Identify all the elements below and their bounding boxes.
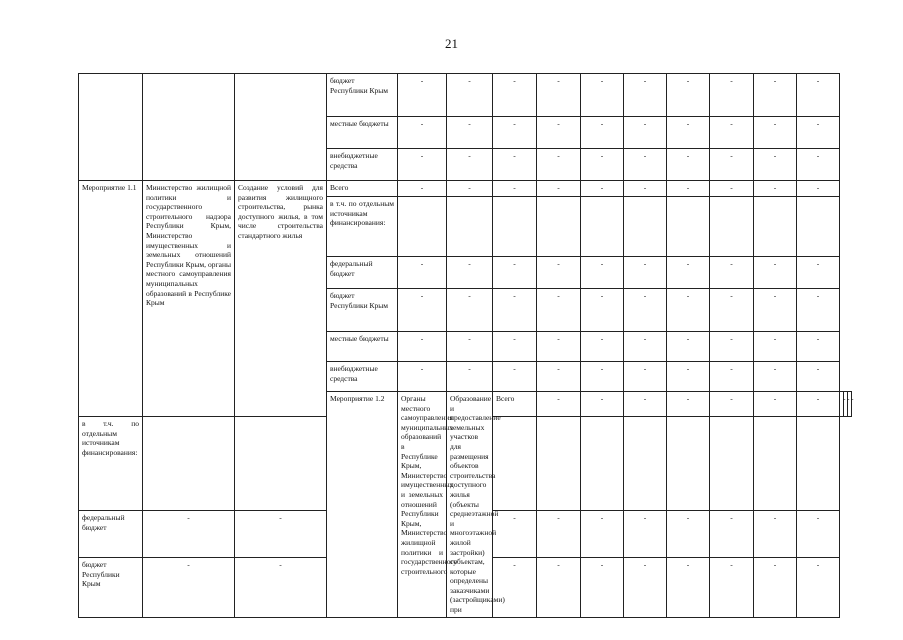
value-cell: - [493, 362, 537, 392]
value-cell: - [624, 558, 667, 618]
value-cell: - [754, 392, 797, 417]
value-cell: - [797, 511, 840, 558]
value-cell: - [710, 181, 754, 197]
funding-source-cell: бюджет Республики Крым [79, 558, 143, 618]
value-cell: - [398, 289, 447, 332]
description-cell [235, 74, 327, 181]
value-cell: - [143, 511, 235, 558]
value-cell: - [667, 511, 710, 558]
executor-cell [143, 74, 235, 181]
funding-source-cell: внебюджетные средства [327, 149, 398, 181]
executor-cell: Органы местного самоуправления муниципальных образований в Республике Крым, Министерство имущественных и земельных отношений Республики Крым, Министерство жилищной политики и государственного строительного [398, 392, 447, 618]
value-cell: - [710, 257, 754, 289]
value-cell: - [493, 332, 537, 362]
value-cell: - [143, 558, 235, 618]
measure-label-cell: Мероприятие 1.1 [79, 181, 143, 417]
value-cell: - [754, 511, 797, 558]
value-cell: - [493, 74, 537, 117]
funding-source-cell: внебюджетные средства [327, 362, 398, 392]
value-cell-empty [624, 417, 667, 511]
value-cell: - [537, 74, 581, 117]
value-cell: - [667, 362, 710, 392]
value-cell: - [581, 74, 624, 117]
description-cell: Образование и предоставление земельных участков для размещения объектов строительства доступного жилья (объекты среднеэтажной и многоэтажной жилой застройки) субъектам, которые определены заказчиками (застройщиками) при [447, 392, 493, 618]
value-cell: - [581, 511, 624, 558]
funding-source-cell: федеральный бюджет [79, 511, 143, 558]
value-cell: - [710, 149, 754, 181]
value-cell: - [667, 117, 710, 149]
value-cell: - [398, 257, 447, 289]
value-cell: - [493, 149, 537, 181]
value-cell-empty [493, 197, 537, 257]
value-cell: - [797, 149, 840, 181]
value-cell: - [754, 362, 797, 392]
value-cell: - [235, 511, 327, 558]
value-cell: - [398, 362, 447, 392]
table-row [79, 74, 852, 117]
value-cell-empty [143, 417, 235, 511]
funding-source-cell: Всего [327, 181, 398, 197]
value-cell: - [754, 332, 797, 362]
value-cell: - [624, 289, 667, 332]
value-cell: - [447, 149, 493, 181]
value-cell-empty [581, 197, 624, 257]
funding-source-cell: Всего [493, 392, 537, 417]
value-cell: - [797, 74, 840, 117]
value-cell: - [624, 362, 667, 392]
value-cell: - [797, 181, 840, 197]
value-cell: - [844, 392, 848, 417]
value-cell: - [667, 257, 710, 289]
value-cell-empty [537, 197, 581, 257]
value-cell: - [537, 257, 581, 289]
value-cell: - [537, 332, 581, 362]
value-cell: - [447, 289, 493, 332]
value-cell: - [667, 558, 710, 618]
value-cell: - [537, 511, 581, 558]
value-cell: - [710, 74, 754, 117]
value-cell: - [848, 392, 852, 417]
value-cell: - [581, 362, 624, 392]
value-cell: - [537, 558, 581, 618]
value-cell: - [235, 558, 327, 618]
value-cell-empty [754, 417, 797, 511]
value-cell-empty [581, 417, 624, 511]
value-cell: - [537, 181, 581, 197]
value-cell: - [667, 392, 710, 417]
value-cell: - [581, 289, 624, 332]
value-cell: - [754, 257, 797, 289]
value-cell: - [624, 117, 667, 149]
value-cell: - [537, 392, 581, 417]
value-cell: - [493, 511, 537, 558]
value-cell: - [537, 117, 581, 149]
value-cell: - [797, 257, 840, 289]
value-cell: - [624, 181, 667, 197]
value-cell: - [493, 181, 537, 197]
value-cell: - [754, 74, 797, 117]
value-cell: - [581, 558, 624, 618]
value-cell-empty [447, 197, 493, 257]
funding-source-cell: бюджет Республики Крым [327, 289, 398, 332]
value-cell: - [754, 558, 797, 618]
value-cell: - [493, 117, 537, 149]
value-cell: - [754, 289, 797, 332]
value-cell-empty [537, 417, 581, 511]
value-cell: - [493, 558, 537, 618]
value-cell: - [797, 117, 840, 149]
value-cell: - [493, 289, 537, 332]
value-cell: - [537, 362, 581, 392]
value-cell: - [447, 74, 493, 117]
value-cell: - [624, 257, 667, 289]
value-cell: - [624, 392, 667, 417]
value-cell: - [710, 362, 754, 392]
value-cell: - [797, 289, 840, 332]
value-cell: - [797, 558, 840, 618]
value-cell-empty [493, 417, 537, 511]
value-cell: - [754, 181, 797, 197]
value-cell: - [710, 332, 754, 362]
value-cell-empty [624, 197, 667, 257]
value-cell: - [624, 511, 667, 558]
value-cell: - [447, 257, 493, 289]
value-cell-empty [398, 197, 447, 257]
table-row [79, 181, 852, 197]
funding-source-cell: местные бюджеты [327, 117, 398, 149]
value-cell-empty [797, 417, 840, 511]
value-cell-empty [710, 417, 754, 511]
value-cell-empty [710, 197, 754, 257]
measure-label-cell [79, 74, 143, 181]
value-cell: - [398, 181, 447, 197]
value-cell: - [797, 392, 840, 417]
value-cell-empty [797, 197, 840, 257]
value-cell: - [581, 181, 624, 197]
value-cell: - [581, 392, 624, 417]
value-cell: - [710, 511, 754, 558]
value-cell: - [710, 117, 754, 149]
value-cell: - [398, 117, 447, 149]
value-cell: - [840, 392, 844, 417]
value-cell: - [581, 257, 624, 289]
value-cell: - [710, 289, 754, 332]
funding-source-cell: в т.ч. по отдельным источникам финансирования: [327, 197, 398, 257]
funding-source-cell: в т.ч. по отдельным источникам финансирования: [79, 417, 143, 511]
value-cell: - [581, 117, 624, 149]
description-cell: Создание условий для развития жилищного строительства, рынка доступного жилья, в том числе строительства стандартного жилья [235, 181, 327, 417]
value-cell: - [447, 332, 493, 362]
value-cell: - [537, 149, 581, 181]
value-cell: - [537, 289, 581, 332]
value-cell: - [581, 149, 624, 181]
value-cell: - [447, 117, 493, 149]
program-table-body [79, 74, 852, 618]
value-cell: - [624, 74, 667, 117]
page-number: 21 [445, 36, 458, 51]
value-cell: - [581, 332, 624, 362]
funding-source-cell: бюджет Республики Крым [327, 74, 398, 117]
value-cell: - [493, 257, 537, 289]
value-cell: - [447, 362, 493, 392]
value-cell: - [447, 181, 493, 197]
value-cell: - [398, 74, 447, 117]
value-cell: - [710, 392, 754, 417]
value-cell: - [667, 289, 710, 332]
value-cell: - [398, 149, 447, 181]
value-cell: - [797, 332, 840, 362]
value-cell: - [398, 332, 447, 362]
value-cell-empty [667, 197, 710, 257]
value-cell: - [667, 74, 710, 117]
value-cell: - [667, 181, 710, 197]
value-cell-empty [667, 417, 710, 511]
value-cell: - [710, 558, 754, 618]
value-cell: - [624, 149, 667, 181]
value-cell: - [797, 362, 840, 392]
measure-label-cell: Мероприятие 1.2 [327, 392, 398, 618]
value-cell: - [667, 332, 710, 362]
funding-source-cell: местные бюджеты [327, 332, 398, 362]
value-cell-empty [235, 417, 327, 511]
program-table [78, 73, 852, 618]
value-cell: - [754, 117, 797, 149]
funding-source-cell: федеральный бюджет [327, 257, 398, 289]
executor-cell: Министерство жилищной политики и государственного строительного надзора Республики Крым, Министерство имущественных и земельных отношений Республики Крым, органы местного самоуправления муниципальных образований в Республике Крым [143, 181, 235, 417]
value-cell: - [754, 149, 797, 181]
value-cell: - [667, 149, 710, 181]
value-cell: - [624, 332, 667, 362]
value-cell-empty [754, 197, 797, 257]
